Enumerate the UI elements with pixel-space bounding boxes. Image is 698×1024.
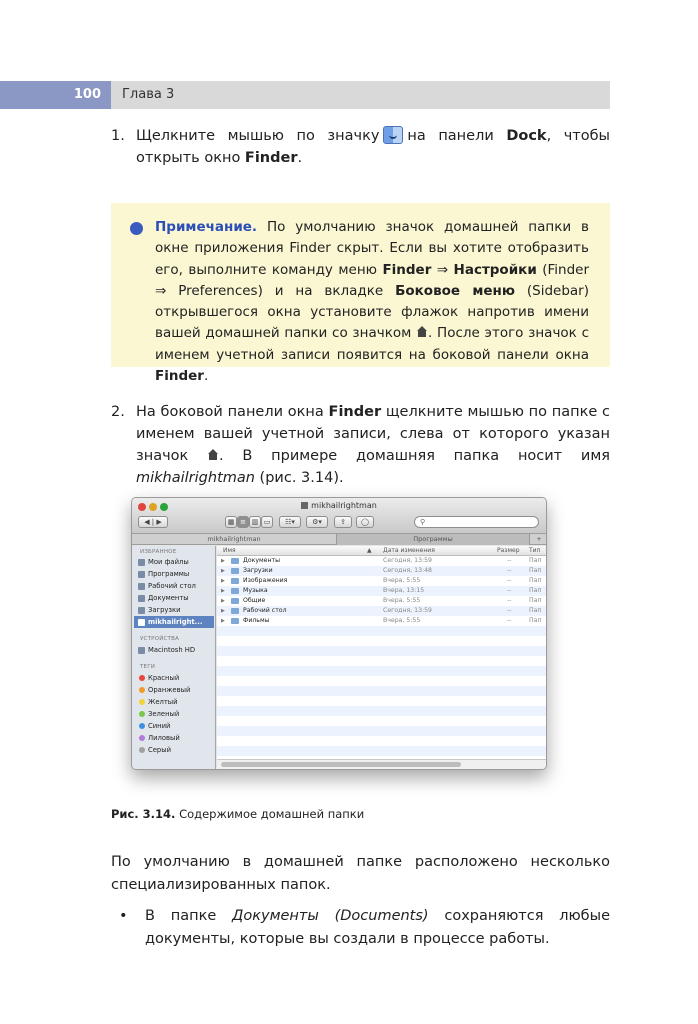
tag-dot-icon bbox=[139, 747, 145, 753]
file-row[interactable]: ▶ Изображения Вчера, 5:55 -- Пап bbox=[221, 577, 542, 584]
file-row[interactable]: ▶ Загрузки Сегодня, 13:48 -- Пап bbox=[221, 567, 542, 574]
bullet-text: В папке Документы (Documents) сохраняются любые документы, которые вы создали в процессе работы. bbox=[145, 908, 610, 947]
view-coverflow-button[interactable]: ▭ bbox=[261, 516, 273, 528]
hard-drive-icon bbox=[138, 647, 145, 654]
step-number: 1. bbox=[111, 128, 125, 144]
applications-icon bbox=[138, 571, 145, 578]
sort-indicator-icon: ▲ bbox=[367, 547, 372, 554]
note-bullet-icon bbox=[130, 222, 143, 235]
step-number: 2. bbox=[111, 404, 125, 420]
note-box bbox=[111, 203, 610, 385]
disclosure-icon[interactable]: ▶ bbox=[221, 558, 225, 564]
sidebar-item-my-files[interactable]: Мои файлы bbox=[134, 556, 214, 568]
window-title: mikhailrightman bbox=[132, 501, 546, 510]
tags-button[interactable]: ◯ bbox=[356, 516, 374, 528]
folder-icon bbox=[231, 578, 239, 584]
disclosure-icon[interactable]: ▶ bbox=[221, 598, 225, 604]
sidebar-item-home[interactable]: mikhailright... bbox=[134, 616, 214, 628]
folder-icon bbox=[231, 618, 239, 624]
documents-icon bbox=[138, 595, 145, 602]
column-name[interactable]: Имя bbox=[223, 547, 236, 554]
share-button[interactable]: ⇪ bbox=[334, 516, 352, 528]
finder-sidebar bbox=[132, 546, 216, 769]
disclosure-icon[interactable]: ▶ bbox=[221, 618, 225, 624]
tag-dot-icon bbox=[139, 735, 145, 741]
home-icon bbox=[416, 326, 428, 338]
column-size[interactable]: Размер bbox=[497, 547, 520, 554]
figure-caption: Рис. 3.14. Содержимое домашней папки bbox=[111, 807, 365, 821]
sidebar-tag-purple[interactable]: Лиловый bbox=[134, 732, 214, 744]
disclosure-icon[interactable]: ▶ bbox=[221, 608, 225, 614]
sidebar-item-macintosh-hd[interactable]: Macintosh HD bbox=[134, 644, 214, 656]
sidebar-tag-yellow[interactable]: Желтый bbox=[134, 696, 214, 708]
view-icons-button[interactable]: ▦ bbox=[225, 516, 237, 528]
folder-icon bbox=[231, 598, 239, 604]
sidebar-tag-red[interactable]: Красный bbox=[134, 672, 214, 684]
step-1 bbox=[111, 125, 610, 171]
column-headers bbox=[217, 546, 546, 556]
column-date[interactable]: Дата изменения bbox=[383, 547, 435, 554]
home-icon bbox=[138, 619, 145, 626]
scrollbar-thumb[interactable] bbox=[221, 762, 461, 767]
downloads-icon bbox=[138, 607, 145, 614]
file-row[interactable]: ▶ Рабочий стол Сегодня, 13:59 -- Пап bbox=[221, 607, 542, 614]
sidebar-tag-blue[interactable]: Синий bbox=[134, 720, 214, 732]
all-files-icon bbox=[138, 559, 145, 566]
new-tab-button[interactable]: + bbox=[536, 535, 542, 543]
sidebar-tag-green[interactable]: Зеленый bbox=[134, 708, 214, 720]
note-label: Примечание. bbox=[155, 219, 258, 235]
view-list-button[interactable]: ≡ bbox=[237, 516, 249, 528]
folder-icon bbox=[231, 588, 239, 594]
action-gear-button[interactable]: ⚙▾ bbox=[306, 516, 328, 528]
sidebar-tag-gray[interactable]: Серый bbox=[134, 744, 214, 756]
bullet-marker: • bbox=[119, 908, 128, 924]
file-rows bbox=[217, 556, 546, 759]
chapter-title: Глава 3 bbox=[111, 81, 610, 109]
tab-applications[interactable]: Программы bbox=[336, 534, 530, 545]
sidebar-tag-orange[interactable]: Оранжевый bbox=[134, 684, 214, 696]
step-text: На боковой панели окна Finder щелкните мышью по папке с именем вашей учетной записи, слева от которого указан значок . В примере домашняя папка носит имя mikhailrightman (рис. 3.14). bbox=[136, 404, 610, 486]
page-number: 100 bbox=[0, 81, 111, 109]
folder-icon bbox=[231, 568, 239, 574]
sidebar-item-applications[interactable]: Программы bbox=[134, 568, 214, 580]
body-paragraph: По умолчанию в домашней папке расположено несколько специализированных папок. bbox=[111, 854, 610, 893]
search-input[interactable] bbox=[414, 516, 539, 528]
file-row[interactable]: ▶ Фильмы Вчера, 5:55 -- Пап bbox=[221, 617, 542, 624]
sidebar-item-downloads[interactable]: Загрузки bbox=[134, 604, 214, 616]
tab-bar bbox=[132, 534, 546, 545]
tag-dot-icon bbox=[139, 687, 145, 693]
sidebar-section-favorites: ИЗБРАННОЕ bbox=[140, 549, 177, 555]
disclosure-icon[interactable]: ▶ bbox=[221, 568, 225, 574]
step-text: Щелкните мышью по значку на панели Dock, чтобы открыть окно Finder. bbox=[136, 128, 610, 166]
sidebar-item-desktop[interactable]: Рабочий стол bbox=[134, 580, 214, 592]
folder-icon bbox=[231, 558, 239, 564]
home-folder-icon bbox=[301, 502, 308, 509]
back-forward-buttons[interactable]: ◀ | ▶ bbox=[138, 516, 168, 528]
file-row[interactable]: ▶ Музыка Вчера, 13:15 -- Пап bbox=[221, 587, 542, 594]
tag-dot-icon bbox=[139, 699, 145, 705]
sidebar-section-devices: УСТРОЙСТВА bbox=[140, 636, 180, 642]
tag-dot-icon bbox=[139, 675, 145, 681]
tab-home[interactable]: mikhailrightman bbox=[207, 535, 261, 543]
running-header bbox=[0, 81, 610, 109]
arrange-button[interactable]: ☷▾ bbox=[279, 516, 301, 528]
step-2 bbox=[111, 401, 610, 486]
column-kind[interactable]: Тип bbox=[529, 547, 541, 554]
tag-dot-icon bbox=[139, 711, 145, 717]
horizontal-scrollbar[interactable] bbox=[217, 759, 546, 769]
file-row[interactable]: ▶ Общие Вчера, 5:55 -- Пап bbox=[221, 597, 542, 604]
disclosure-icon[interactable]: ▶ bbox=[221, 588, 225, 594]
file-row[interactable]: ▶ Документы Сегодня, 13:59 -- Пап bbox=[221, 557, 542, 564]
tag-dot-icon bbox=[139, 723, 145, 729]
finder-icon bbox=[383, 126, 403, 144]
desktop-icon bbox=[138, 583, 145, 590]
search-icon: ⚲ bbox=[420, 518, 426, 526]
window-titlebar bbox=[132, 498, 546, 534]
view-columns-button[interactable]: ▥ bbox=[249, 516, 261, 528]
finder-window-screenshot bbox=[131, 497, 547, 770]
home-icon bbox=[207, 449, 219, 461]
disclosure-icon[interactable]: ▶ bbox=[221, 578, 225, 584]
note-text: Примечание. По умолчанию значок домашней папки в окне приложения Finder скрыт. Если вы хотите отобразить его, выполните команду меню Finder ⇒ Настройки (Finder ⇒ Preferences) и на вкладке Боковое меню (Sidebar) открывшегося окна установите флажок напротив имени вашей домашней папки со значком . После этого значок с именем учетной записи появится на боковой панели окна Finder. bbox=[155, 219, 589, 385]
sidebar-section-tags: ТЕГИ bbox=[140, 664, 156, 670]
sidebar-item-documents[interactable]: Документы bbox=[134, 592, 214, 604]
folder-icon bbox=[231, 608, 239, 614]
file-list bbox=[217, 546, 546, 759]
